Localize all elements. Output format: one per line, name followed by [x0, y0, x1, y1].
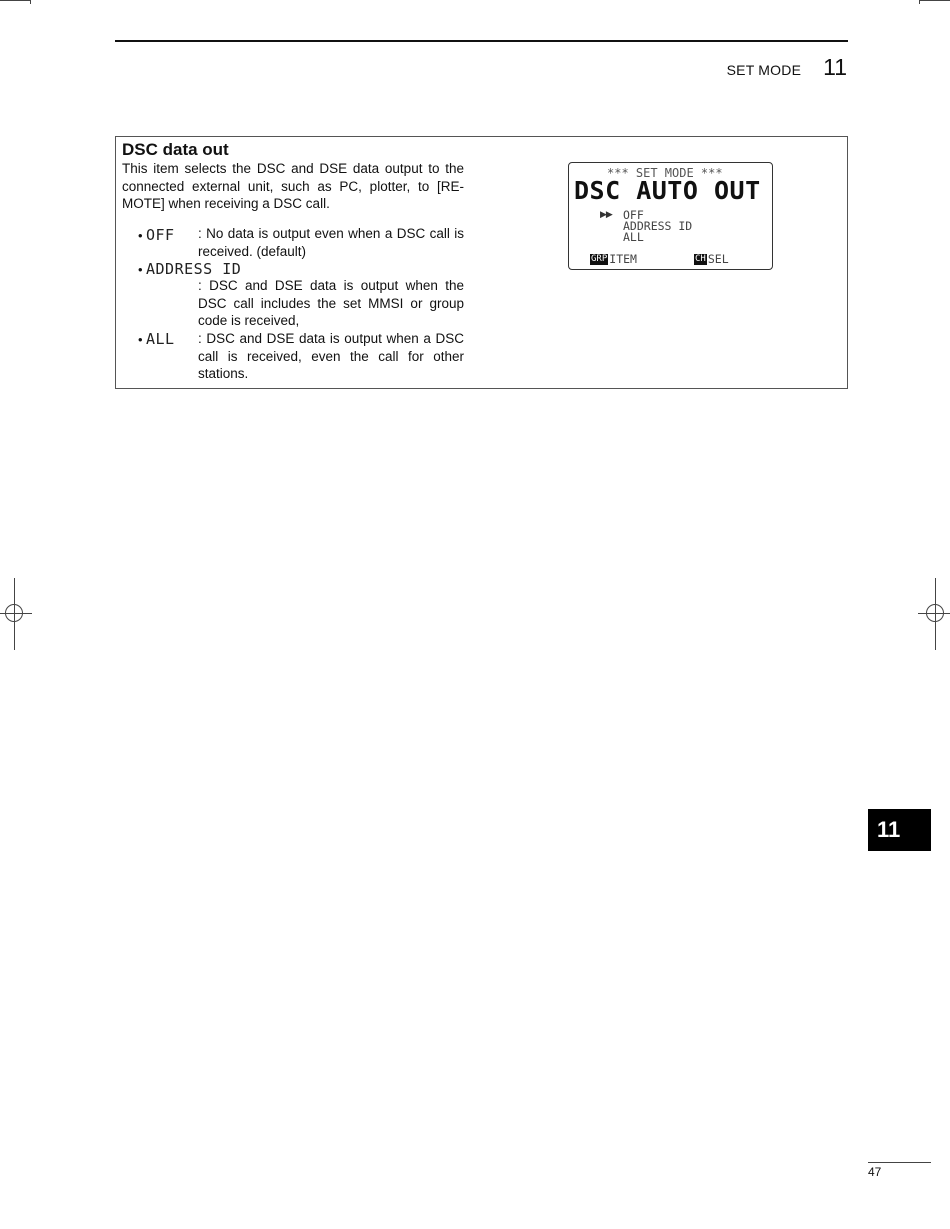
lcd-option: ALL	[623, 230, 644, 244]
lcd-display	[568, 162, 773, 270]
chapter-tab: 11	[868, 809, 931, 851]
section-intro: This item selects the DSC and DSE data output to the connected external unit, such as PC, plotter, to [RE-MOTE] when receiving a DSC call.	[122, 161, 464, 211]
registration-circle	[926, 604, 944, 622]
option-bullet: •	[138, 262, 143, 277]
lcd-footer-item	[694, 252, 729, 266]
crop-mark	[30, 0, 31, 4]
option-code: OFF	[146, 226, 175, 244]
option-bullet: •	[138, 332, 143, 347]
option-bullet: •	[138, 228, 143, 243]
lcd-grp-key: GRP	[591, 253, 608, 264]
option-description: : No data is output even when a DSC call is received. (default)	[198, 226, 464, 259]
lcd-selection-arrow-icon: ▶▶	[600, 209, 612, 219]
header-chapter-number: 11	[823, 54, 847, 80]
lcd-footer-label: ITEM	[609, 252, 637, 266]
option-code: ADDRESS ID	[146, 260, 242, 278]
header-title: SET MODE	[726, 62, 802, 78]
crop-mark	[920, 0, 950, 1]
page-number: 47	[868, 1165, 882, 1179]
crop-mark	[0, 0, 30, 1]
lcd-ch-key: CH	[695, 253, 706, 264]
option-description: : DSC and DSE data is output when a DSC call is received, even the call for other stations.	[198, 331, 464, 381]
section-box	[115, 136, 848, 389]
crop-mark	[919, 0, 920, 4]
lcd-footer-item	[590, 252, 637, 266]
lcd-option: ADDRESS ID	[623, 219, 693, 233]
option-description: : DSC and DSE data is output when the DSC call includes the set MMSI or group code is received,	[198, 278, 464, 328]
lcd-footer-label: SEL	[707, 252, 729, 266]
lcd-title: DSC AUTO OUT	[574, 176, 761, 205]
registration-circle	[5, 604, 23, 622]
option-code: ALL	[146, 330, 175, 348]
section-title: DSC data out	[122, 140, 229, 159]
lcd-option: OFF	[623, 208, 644, 222]
header-rule	[115, 40, 848, 42]
footer-rule	[868, 1162, 931, 1163]
page-header	[727, 54, 847, 81]
lcd-header: *** SET MODE ***	[607, 166, 723, 180]
